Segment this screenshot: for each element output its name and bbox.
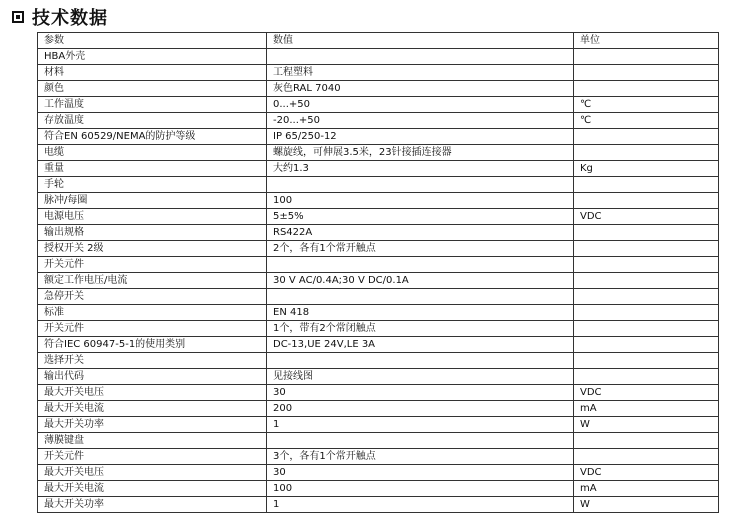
- table-row: [38, 49, 719, 65]
- table-row: [38, 385, 719, 401]
- cell-unit: [574, 129, 719, 145]
- cell-value: [267, 433, 574, 449]
- table-row: [38, 369, 719, 385]
- table-row: [38, 209, 719, 225]
- table-row: [38, 257, 719, 273]
- cell-unit: [574, 321, 719, 337]
- cell-value: 2个，各有1个常开触点: [267, 241, 574, 257]
- cell-value: 100: [267, 481, 574, 497]
- table-row: [38, 449, 719, 465]
- cell-param: 授权开关 2级: [38, 241, 267, 257]
- cell-param: 存放温度: [38, 113, 267, 129]
- cell-value: 大约1.3: [267, 161, 574, 177]
- cell-unit: [574, 337, 719, 353]
- cell-value: 1个，带有2个常闭触点: [267, 321, 574, 337]
- cell-unit: mA: [574, 401, 719, 417]
- cell-unit: W: [574, 497, 719, 513]
- table-row: [38, 145, 719, 161]
- cell-param: 符合EN 60529/NEMA的防护等级: [38, 129, 267, 145]
- cell-value: 30 V AC/0.4A;30 V DC/0.1A: [267, 273, 574, 289]
- table-row: [38, 337, 719, 353]
- cell-value: [267, 177, 574, 193]
- cell-param: 额定工作电压/电流: [38, 273, 267, 289]
- cell-param: 标准: [38, 305, 267, 321]
- table-row: [38, 129, 719, 145]
- section-header: [12, 6, 108, 28]
- cell-unit: [574, 49, 719, 65]
- cell-param: 材料: [38, 65, 267, 81]
- cell-param: 工作温度: [38, 97, 267, 113]
- cell-value: DC-13,UE 24V,LE 3A: [267, 337, 574, 353]
- cell-unit: [574, 353, 719, 369]
- table-row: [38, 497, 719, 513]
- cell-unit: [574, 273, 719, 289]
- cell-param: 开关元件: [38, 321, 267, 337]
- cell-value: 0...+50: [267, 97, 574, 113]
- table-row: [38, 81, 719, 97]
- cell-value: [267, 257, 574, 273]
- table-row: [38, 225, 719, 241]
- table-row: [38, 97, 719, 113]
- cell-param: 电缆: [38, 145, 267, 161]
- table-row: [38, 161, 719, 177]
- cell-param: 最大开关电压: [38, 385, 267, 401]
- cell-unit: [574, 369, 719, 385]
- cell-unit: Kg: [574, 161, 719, 177]
- cell-value: -20...+50: [267, 113, 574, 129]
- cell-unit: [574, 257, 719, 273]
- cell-value: 1: [267, 417, 574, 433]
- cell-unit: [574, 193, 719, 209]
- table-row: [38, 177, 719, 193]
- cell-unit: [574, 225, 719, 241]
- cell-value: [267, 49, 574, 65]
- cell-unit: [574, 449, 719, 465]
- cell-param: 手轮: [38, 177, 267, 193]
- table-row: [38, 321, 719, 337]
- table-row: [38, 273, 719, 289]
- table-row: [38, 417, 719, 433]
- table-row: [38, 193, 719, 209]
- cell-unit: [574, 81, 719, 97]
- cell-param: 最大开关电流: [38, 401, 267, 417]
- cell-unit: VDC: [574, 385, 719, 401]
- cell-value: [267, 289, 574, 305]
- cell-value: 200: [267, 401, 574, 417]
- cell-value: 灰色RAL 7040: [267, 81, 574, 97]
- cell-param: 最大开关电流: [38, 481, 267, 497]
- cell-param: 最大开关功率: [38, 417, 267, 433]
- table-row: [38, 465, 719, 481]
- table-row: [38, 305, 719, 321]
- cell-unit: [574, 241, 719, 257]
- cell-unit: VDC: [574, 209, 719, 225]
- cell-value: 3个，各有1个常开触点: [267, 449, 574, 465]
- table-row: [38, 113, 719, 129]
- cell-unit: [574, 177, 719, 193]
- cell-value: 螺旋线，可伸展3.5米，23针接插连接器: [267, 145, 574, 161]
- cell-param: HBA外壳: [38, 49, 267, 65]
- cell-unit: [574, 145, 719, 161]
- header-unit: 单位: [574, 33, 719, 49]
- cell-unit: [574, 65, 719, 81]
- cell-param: 电源电压: [38, 209, 267, 225]
- table-row: [38, 401, 719, 417]
- cell-param: 最大开关功率: [38, 497, 267, 513]
- table-row: [38, 241, 719, 257]
- table-row: [38, 65, 719, 81]
- square-bullet-icon: [12, 11, 24, 23]
- cell-value: 100: [267, 193, 574, 209]
- cell-param: 输出规格: [38, 225, 267, 241]
- cell-param: 开关元件: [38, 449, 267, 465]
- table-row: [38, 289, 719, 305]
- cell-unit: [574, 289, 719, 305]
- page-title: 技术数据: [32, 8, 108, 29]
- cell-unit: ℃: [574, 113, 719, 129]
- cell-param: 颜色: [38, 81, 267, 97]
- cell-value: 见接线图: [267, 369, 574, 385]
- table-row: [38, 481, 719, 497]
- cell-unit: ℃: [574, 97, 719, 113]
- cell-param: 脉冲/每圈: [38, 193, 267, 209]
- cell-unit: [574, 433, 719, 449]
- cell-value: 30: [267, 385, 574, 401]
- cell-param: 重量: [38, 161, 267, 177]
- table-header-row: [38, 33, 719, 49]
- cell-value: 5±5%: [267, 209, 574, 225]
- cell-value: EN 418: [267, 305, 574, 321]
- spec-table: [37, 32, 719, 513]
- cell-value: 30: [267, 465, 574, 481]
- table-row: [38, 353, 719, 369]
- cell-unit: VDC: [574, 465, 719, 481]
- cell-value: 工程塑料: [267, 65, 574, 81]
- cell-unit: mA: [574, 481, 719, 497]
- cell-unit: W: [574, 417, 719, 433]
- cell-param: 输出代码: [38, 369, 267, 385]
- cell-param: 符合IEC 60947-5-1的使用类别: [38, 337, 267, 353]
- cell-unit: [574, 305, 719, 321]
- header-value: 数值: [267, 33, 574, 49]
- cell-value: 1: [267, 497, 574, 513]
- cell-value: IP 65/250-12: [267, 129, 574, 145]
- cell-param: 薄膜键盘: [38, 433, 267, 449]
- header-param: 参数: [38, 33, 267, 49]
- cell-value: [267, 353, 574, 369]
- table-row: [38, 433, 719, 449]
- cell-param: 最大开关电压: [38, 465, 267, 481]
- cell-value: RS422A: [267, 225, 574, 241]
- cell-param: 选择开关: [38, 353, 267, 369]
- cell-param: 开关元件: [38, 257, 267, 273]
- cell-param: 急停开关: [38, 289, 267, 305]
